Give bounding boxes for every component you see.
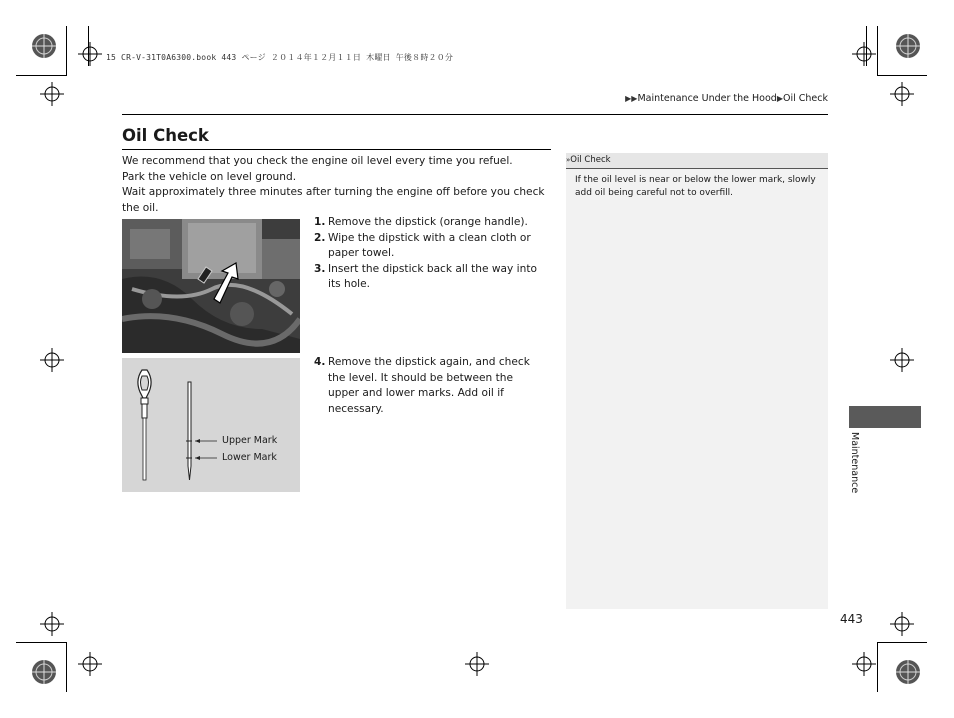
side-note-header xyxy=(566,153,828,169)
list-item: 4. Remove the dipstick again, and check the level. It should be between the upper and lower marks. Add oil if necessary. xyxy=(314,356,530,415)
print-header: 15 CR-V-31T0A6300.book 443 ページ ２０１４年１２月１１日 木曜日 午後８時２０分 xyxy=(106,53,454,62)
crosshair-icon xyxy=(78,652,102,676)
crosshair-icon xyxy=(890,348,914,372)
breadcrumb-arrow-icon: ▶▶ xyxy=(625,94,638,103)
list-item: 3. Insert the dipstick back all the way into its hole. xyxy=(314,262,537,290)
list-item: 2. Wipe the dipstick with a clean cloth or paper towel. xyxy=(314,231,531,259)
breadcrumb-current: Oil Check xyxy=(783,93,828,104)
section-tab[interactable] xyxy=(849,406,921,428)
page-number: 443 xyxy=(840,612,863,626)
title-divider xyxy=(122,149,551,150)
side-note-title: Oil Check xyxy=(570,155,611,165)
registration-target-icon xyxy=(894,658,922,686)
crosshair-icon xyxy=(78,42,102,66)
page-title: Oil Check xyxy=(122,126,209,145)
steps-list-b xyxy=(314,355,546,417)
crosshair-icon xyxy=(40,612,64,636)
top-divider xyxy=(122,114,828,115)
side-note-body: If the oil level is near or below the lower mark, slowly add oil being careful not to overfill. xyxy=(575,175,816,198)
crosshair-icon xyxy=(40,82,64,106)
dipstick-diagram xyxy=(122,358,300,492)
crosshair-icon xyxy=(852,652,876,676)
registration-target-icon xyxy=(894,32,922,60)
registration-target-icon xyxy=(30,32,58,60)
reference-icon: » xyxy=(566,156,571,164)
crosshair-icon xyxy=(890,612,914,636)
steps-list-a xyxy=(314,215,546,293)
section-side-label: Maintenance xyxy=(849,432,860,494)
breadcrumb-section-link[interactable]: Maintenance Under the Hood xyxy=(637,93,777,104)
lower-mark-label: Lower Mark xyxy=(222,452,277,463)
intro-text xyxy=(122,154,552,216)
upper-mark-label: Upper Mark xyxy=(222,435,278,446)
crosshair-icon xyxy=(40,348,64,372)
crosshair-icon xyxy=(852,42,876,66)
list-item: 1. Remove the dipstick (orange handle). xyxy=(314,216,528,228)
crosshair-icon xyxy=(890,82,914,106)
engine-bay-photo xyxy=(122,219,300,353)
registration-target-icon xyxy=(30,658,58,686)
breadcrumb-separator-icon: ▶ xyxy=(776,94,783,103)
intro-paragraph: Wait approximately three minutes after turning the engine off before you check the oil. xyxy=(122,186,545,214)
side-note xyxy=(566,153,828,609)
intro-paragraph: We recommend that you check the engine oil level every time you refuel. xyxy=(122,155,513,167)
crosshair-icon xyxy=(465,652,489,676)
breadcrumb xyxy=(625,93,828,104)
intro-paragraph: Park the vehicle on level ground. xyxy=(122,170,297,183)
